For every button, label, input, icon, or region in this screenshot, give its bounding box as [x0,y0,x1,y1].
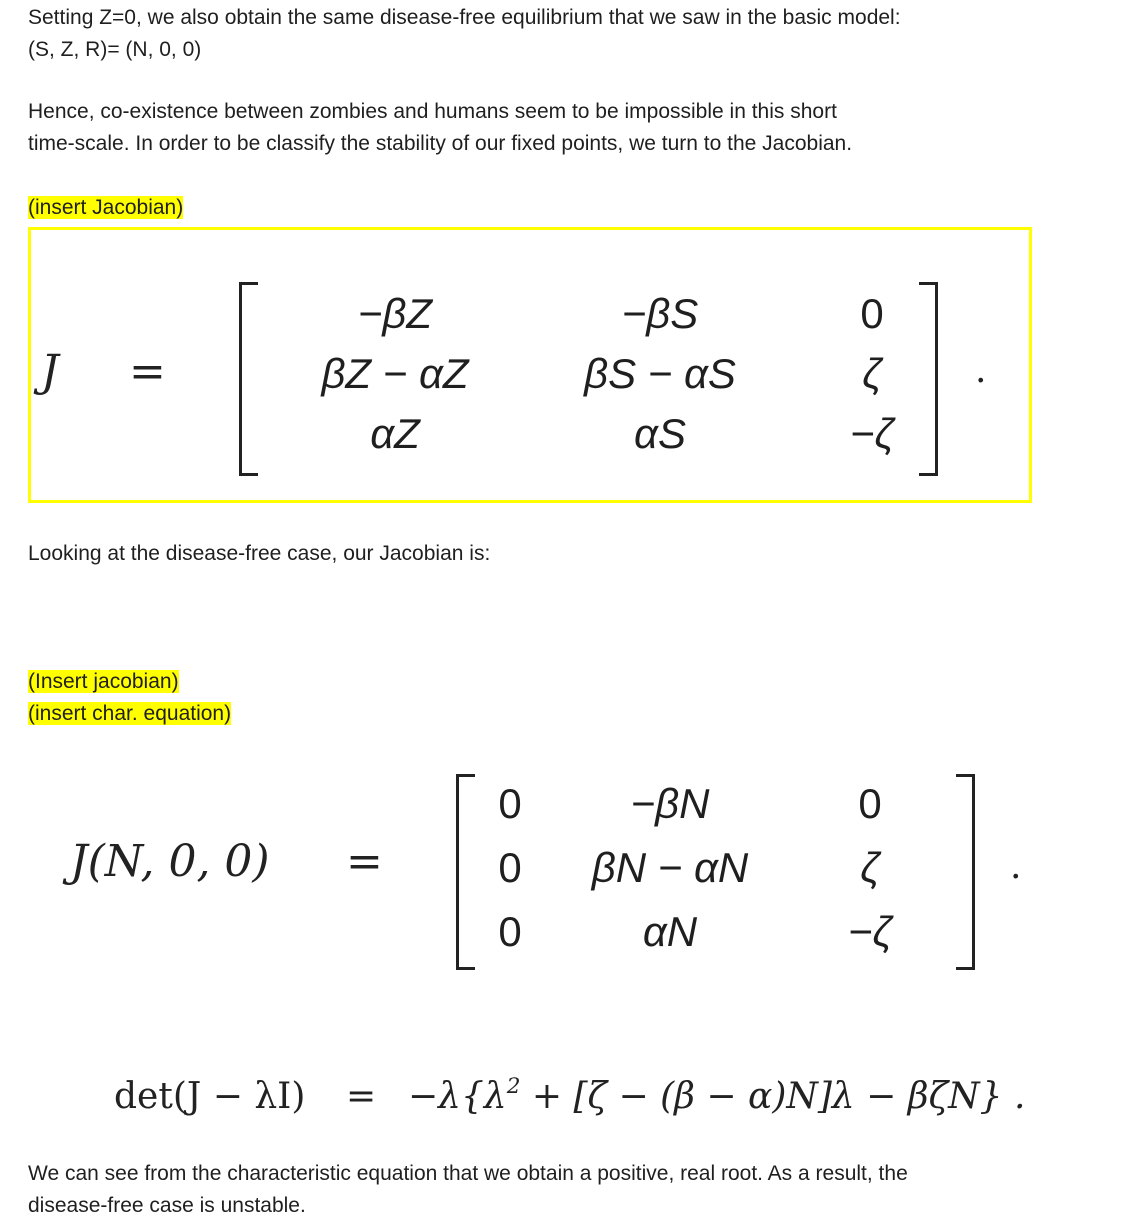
jacobian-equals: = [129,346,166,397]
jacobian-df-left-bracket [456,774,475,970]
jacobian-lhs: J [41,346,59,397]
note-insert-char-equation-text: (insert char. equation) [28,702,232,725]
jacobian-general-box [28,227,1032,503]
char-equation-equals: = [346,1076,377,1117]
jacobian-cell-3-1: αZ [370,410,420,457]
jacobian-cell-3-2: αS [634,410,686,457]
jacobian-cell-1-1: −βZ [357,290,433,337]
paragraph-disease-free [28,538,490,570]
jacobian-df-cell-1-1: 0 [498,780,522,827]
jacobian-cell-1-3: 0 [860,290,884,337]
char-equation-lhs: det(J − λI) [114,1076,306,1117]
note-insert-char-equation [28,698,231,730]
jacobian-df-right-bracket [956,774,975,970]
jacobian-df-cell-1-3: 0 [858,780,882,827]
char-equation-rhs-a: −λ{λ [408,1076,507,1117]
jacobian-df-cell-2-3: ζ [860,844,880,891]
jacobian-df-lhs: J(N, 0, 0) [70,836,270,887]
jacobian-right-bracket [919,282,938,476]
jacobian-df-cell-1-2: −βN [630,780,710,827]
jacobian-df-equals: = [346,836,383,887]
paragraph-equilibrium [28,2,901,66]
coexistence-text-line2: time-scale. In order to be classify the stability of our fixed points, we turn to the Jacobian. [28,132,853,155]
jacobian-left-bracket [239,282,258,476]
paragraph-conclusion [28,1158,908,1222]
equilibrium-text-line1: Setting Z=0, we also obtain the same disease-free equilibrium that we saw in the basic model: [28,6,901,29]
conclusion-text-line1: We can see from the characteristic equation that we obtain a positive, real root. As a result, the [28,1162,908,1185]
note-insert-jacobian [28,192,183,224]
jacobian-df-cell-3-1: 0 [498,908,522,955]
note-insert-jacobian-text: (insert Jacobian) [28,196,184,219]
jacobian-df-matrix [480,772,940,964]
jacobian-period: . [975,350,987,391]
paragraph-coexistence [28,96,852,160]
jacobian-cell-2-2: βS − αS [584,350,736,397]
disease-free-text: Looking at the disease-free case, our Jacobian is: [28,542,491,565]
equilibrium-text-line2: (S, Z, R)= (N, 0, 0) [28,38,202,61]
jacobian-df-cell-2-1: 0 [498,844,522,891]
jacobian-df-cell-2-2: βN − αN [591,844,749,891]
jacobian-df-cell-3-2: αN [642,908,698,955]
char-equation-rhs [408,1073,1026,1117]
jacobian-cell-1-2: −βS [621,290,699,337]
conclusion-text-line2: disease-free case is unstable. [28,1194,306,1217]
coexistence-text-line1: Hence, co-existence between zombies and humans seem to be impossible in this short [28,100,837,123]
note-insert-jacobian-2-text: (Insert jacobian) [28,670,179,693]
jacobian-cell-2-1: βZ − αZ [321,350,469,397]
jacobian-df-period: . [1010,846,1022,887]
char-equation-rhs-b: + [ζ − (β − α)N]λ − βζN} . [520,1076,1026,1117]
jacobian-cell-2-3: ζ [862,350,882,397]
char-equation-exponent: 2 [506,1073,521,1099]
jacobian-df-cell-3-3: −ζ [848,908,892,955]
note-insert-jacobian-2 [28,666,179,698]
jacobian-cell-3-3: −ζ [850,410,894,457]
jacobian-matrix [267,284,947,464]
